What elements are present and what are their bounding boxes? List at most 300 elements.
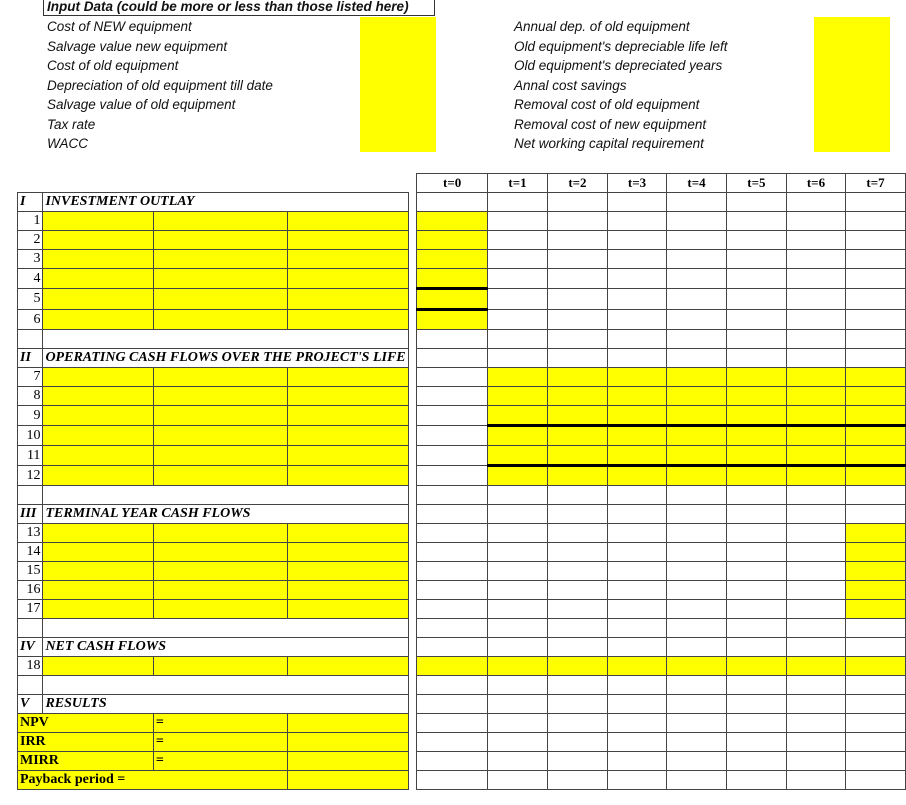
period-cell[interactable] [667,426,727,446]
input-cell[interactable] [43,426,153,446]
period-cell[interactable] [667,543,727,562]
period-cell[interactable] [607,676,666,695]
input-cell[interactable] [153,581,287,600]
period-cell[interactable] [607,581,666,600]
period-cell[interactable] [488,505,548,524]
period-cell[interactable] [667,714,727,733]
period-cell[interactable] [417,387,488,406]
period-cell[interactable] [726,562,786,581]
period-cell[interactable] [488,638,548,657]
input-cell[interactable] [153,387,287,406]
period-cell[interactable] [846,330,906,349]
period-cell[interactable] [786,638,845,657]
input-cell[interactable] [288,250,409,269]
period-cell[interactable] [726,619,786,638]
period-cell[interactable] [548,446,608,466]
period-cell[interactable] [667,368,727,387]
input-cell[interactable] [153,543,287,562]
period-cell[interactable] [417,733,488,752]
period-cell[interactable] [667,676,727,695]
period-cell[interactable] [726,466,786,486]
period-cell[interactable] [667,657,727,676]
period-cell[interactable] [488,524,548,543]
period-cell[interactable] [488,733,548,752]
period-cell[interactable] [548,330,608,349]
period-cell[interactable] [726,638,786,657]
period-cell[interactable] [846,695,906,714]
period-cell[interactable] [488,752,548,771]
period-cell[interactable] [417,695,488,714]
period-cell[interactable] [607,543,666,562]
period-cell[interactable] [607,310,666,330]
period-cell[interactable] [667,387,727,406]
period-cell[interactable] [417,446,488,466]
input-cell[interactable] [288,657,409,676]
period-cell[interactable] [488,250,548,269]
period-cell[interactable] [667,695,727,714]
period-cell[interactable] [726,330,786,349]
input-cell[interactable] [43,289,153,310]
period-cell[interactable] [417,657,488,676]
period-cell[interactable] [488,310,548,330]
period-cell[interactable] [786,269,845,289]
period-cell[interactable] [488,289,548,310]
period-cell[interactable] [726,581,786,600]
period-cell[interactable] [548,562,608,581]
period-cell[interactable] [417,406,488,426]
period-cell[interactable] [488,446,548,466]
period-cell[interactable] [786,619,845,638]
period-cell[interactable] [607,231,666,250]
period-cell[interactable] [846,269,906,289]
input-cell[interactable] [43,466,153,486]
input-cell[interactable] [43,543,153,562]
input-cell[interactable] [43,310,153,330]
period-cell[interactable] [417,771,488,790]
period-cell[interactable] [726,310,786,330]
period-cell[interactable] [726,752,786,771]
period-cell[interactable] [846,406,906,426]
period-cell[interactable] [488,581,548,600]
period-cell[interactable] [417,212,488,231]
period-cell[interactable] [607,368,666,387]
period-cell[interactable] [786,752,845,771]
period-cell[interactable] [488,676,548,695]
period-cell[interactable] [786,193,845,212]
period-cell[interactable] [726,771,786,790]
period-cell[interactable] [607,695,666,714]
period-cell[interactable] [667,619,727,638]
period-cell[interactable] [607,524,666,543]
period-cell[interactable] [667,349,727,368]
period-cell[interactable] [548,426,608,446]
left-input-values[interactable] [360,17,436,152]
input-cell[interactable] [153,446,287,466]
period-cell[interactable] [846,486,906,505]
period-cell[interactable] [488,771,548,790]
input-cell[interactable] [153,426,287,446]
period-cell[interactable] [726,714,786,733]
period-cell[interactable] [786,231,845,250]
period-cell[interactable] [667,524,727,543]
period-cell[interactable] [726,212,786,231]
input-cell[interactable] [153,600,287,619]
period-cell[interactable] [846,752,906,771]
input-cell[interactable] [288,600,409,619]
period-cell[interactable] [607,771,666,790]
period-cell[interactable] [417,368,488,387]
input-cell[interactable] [288,368,409,387]
period-cell[interactable] [667,771,727,790]
period-cell[interactable] [488,466,548,486]
period-cell[interactable] [607,657,666,676]
input-cell[interactable] [288,466,409,486]
input-cell[interactable] [43,581,153,600]
period-cell[interactable] [548,714,608,733]
period-cell[interactable] [846,387,906,406]
input-cell[interactable] [43,524,153,543]
period-cell[interactable] [488,695,548,714]
period-cell[interactable] [488,193,548,212]
period-cell[interactable] [607,330,666,349]
input-cell[interactable] [288,289,409,310]
period-cell[interactable] [417,269,488,289]
period-cell[interactable] [846,310,906,330]
period-cell[interactable] [667,466,727,486]
period-cell[interactable] [726,269,786,289]
period-cell[interactable] [667,406,727,426]
period-cell[interactable] [667,250,727,269]
input-cell[interactable] [288,524,409,543]
period-cell[interactable] [417,426,488,446]
period-cell[interactable] [607,752,666,771]
period-cell[interactable] [786,406,845,426]
period-cell[interactable] [607,349,666,368]
period-cell[interactable] [417,250,488,269]
period-cell[interactable] [488,387,548,406]
period-cell[interactable] [846,562,906,581]
period-cell[interactable] [726,349,786,368]
period-cell[interactable] [726,695,786,714]
period-cell[interactable] [846,368,906,387]
input-cell[interactable] [153,466,287,486]
period-cell[interactable] [488,349,548,368]
period-cell[interactable] [846,543,906,562]
period-cell[interactable] [417,562,488,581]
period-cell[interactable] [417,505,488,524]
period-cell[interactable] [786,446,845,466]
input-cell[interactable] [153,231,287,250]
input-cell[interactable] [153,368,287,387]
period-cell[interactable] [726,486,786,505]
period-cell[interactable] [786,733,845,752]
period-cell[interactable] [548,676,608,695]
period-cell[interactable] [667,562,727,581]
input-cell[interactable] [288,562,409,581]
period-cell[interactable] [548,524,608,543]
period-cell[interactable] [786,543,845,562]
period-cell[interactable] [726,387,786,406]
period-cell[interactable] [548,310,608,330]
period-cell[interactable] [548,733,608,752]
period-cell[interactable] [846,733,906,752]
period-cell[interactable] [548,486,608,505]
period-cell[interactable] [607,406,666,426]
period-cell[interactable] [667,310,727,330]
period-cell[interactable] [488,231,548,250]
input-cell[interactable] [43,387,153,406]
period-cell[interactable] [607,638,666,657]
period-cell[interactable] [607,714,666,733]
period-cell[interactable] [417,752,488,771]
period-cell[interactable] [726,446,786,466]
period-cell[interactable] [786,714,845,733]
period-cell[interactable] [786,250,845,269]
period-cell[interactable] [786,486,845,505]
input-cell[interactable] [43,231,153,250]
period-cell[interactable] [786,657,845,676]
period-cell[interactable] [667,638,727,657]
period-cell[interactable] [846,250,906,269]
result-value[interactable] [288,771,409,790]
period-cell[interactable] [488,600,548,619]
result-value[interactable] [288,714,409,733]
input-cell[interactable] [288,231,409,250]
period-cell[interactable] [488,330,548,349]
period-cell[interactable] [548,600,608,619]
period-cell[interactable] [607,466,666,486]
input-cell[interactable] [288,581,409,600]
period-cell[interactable] [488,619,548,638]
period-cell[interactable] [726,231,786,250]
input-cell[interactable] [153,562,287,581]
period-cell[interactable] [786,349,845,368]
period-cell[interactable] [548,387,608,406]
period-cell[interactable] [846,426,906,446]
period-cell[interactable] [548,657,608,676]
period-cell[interactable] [667,330,727,349]
input-cell[interactable] [153,289,287,310]
period-cell[interactable] [417,231,488,250]
result-value[interactable] [288,733,409,752]
period-cell[interactable] [607,250,666,269]
period-cell[interactable] [726,250,786,269]
period-cell[interactable] [846,676,906,695]
period-cell[interactable] [607,212,666,231]
period-cell[interactable] [726,733,786,752]
period-cell[interactable] [488,212,548,231]
period-cell[interactable] [846,289,906,310]
period-cell[interactable] [417,676,488,695]
period-cell[interactable] [786,600,845,619]
period-cell[interactable] [548,250,608,269]
input-cell[interactable] [153,524,287,543]
period-cell[interactable] [607,269,666,289]
period-cell[interactable] [726,289,786,310]
input-cell[interactable] [288,446,409,466]
period-cell[interactable] [417,543,488,562]
period-cell[interactable] [417,330,488,349]
period-cell[interactable] [417,524,488,543]
period-cell[interactable] [726,676,786,695]
period-cell[interactable] [786,387,845,406]
period-cell[interactable] [488,714,548,733]
period-cell[interactable] [667,193,727,212]
period-cell[interactable] [548,771,608,790]
period-cell[interactable] [417,193,488,212]
period-cell[interactable] [417,638,488,657]
input-cell[interactable] [43,600,153,619]
period-cell[interactable] [607,505,666,524]
period-cell[interactable] [417,600,488,619]
period-cell[interactable] [488,368,548,387]
input-cell[interactable] [153,269,287,289]
period-cell[interactable] [786,505,845,524]
period-cell[interactable] [488,543,548,562]
period-cell[interactable] [488,269,548,289]
period-cell[interactable] [417,310,488,330]
period-cell[interactable] [667,289,727,310]
input-cell[interactable] [153,310,287,330]
period-cell[interactable] [786,581,845,600]
input-cell[interactable] [153,657,287,676]
period-cell[interactable] [417,714,488,733]
period-cell[interactable] [726,657,786,676]
input-cell[interactable] [288,387,409,406]
period-cell[interactable] [607,289,666,310]
period-cell[interactable] [548,543,608,562]
period-cell[interactable] [667,733,727,752]
input-cell[interactable] [288,310,409,330]
period-cell[interactable] [786,310,845,330]
period-cell[interactable] [786,330,845,349]
period-cell[interactable] [726,543,786,562]
period-cell[interactable] [846,581,906,600]
period-cell[interactable] [846,657,906,676]
input-cell[interactable] [43,657,153,676]
period-cell[interactable] [488,657,548,676]
period-cell[interactable] [488,562,548,581]
period-cell[interactable] [846,349,906,368]
period-cell[interactable] [607,733,666,752]
period-cell[interactable] [667,486,727,505]
period-cell[interactable] [548,193,608,212]
period-cell[interactable] [786,368,845,387]
period-cell[interactable] [667,752,727,771]
period-cell[interactable] [846,771,906,790]
period-cell[interactable] [846,466,906,486]
period-cell[interactable] [607,426,666,446]
period-cell[interactable] [846,505,906,524]
period-cell[interactable] [667,505,727,524]
input-cell[interactable] [43,250,153,269]
period-cell[interactable] [548,212,608,231]
period-cell[interactable] [786,771,845,790]
period-cell[interactable] [607,486,666,505]
period-cell[interactable] [726,524,786,543]
period-cell[interactable] [846,638,906,657]
period-cell[interactable] [417,289,488,310]
period-cell[interactable] [786,212,845,231]
period-cell[interactable] [607,446,666,466]
period-cell[interactable] [548,619,608,638]
input-cell[interactable] [288,269,409,289]
period-cell[interactable] [846,446,906,466]
input-cell[interactable] [153,250,287,269]
period-cell[interactable] [667,600,727,619]
period-cell[interactable] [846,600,906,619]
period-cell[interactable] [786,466,845,486]
input-cell[interactable] [288,426,409,446]
input-cell[interactable] [43,562,153,581]
period-cell[interactable] [846,524,906,543]
period-cell[interactable] [548,231,608,250]
period-cell[interactable] [846,619,906,638]
input-cell[interactable] [153,212,287,231]
right-input-values[interactable] [814,17,890,152]
period-cell[interactable] [846,714,906,733]
period-cell[interactable] [726,505,786,524]
period-cell[interactable] [607,619,666,638]
period-cell[interactable] [417,466,488,486]
period-cell[interactable] [548,349,608,368]
period-cell[interactable] [607,387,666,406]
period-cell[interactable] [667,446,727,466]
period-cell[interactable] [786,676,845,695]
period-cell[interactable] [846,193,906,212]
input-cell[interactable] [288,406,409,426]
period-cell[interactable] [846,212,906,231]
period-cell[interactable] [607,600,666,619]
input-cell[interactable] [153,406,287,426]
input-cell[interactable] [288,212,409,231]
input-cell[interactable] [288,543,409,562]
period-cell[interactable] [548,406,608,426]
period-cell[interactable] [488,486,548,505]
period-cell[interactable] [607,193,666,212]
input-cell[interactable] [43,368,153,387]
period-cell[interactable] [667,231,727,250]
period-cell[interactable] [726,406,786,426]
input-cell[interactable] [43,406,153,426]
period-cell[interactable] [548,505,608,524]
period-cell[interactable] [786,562,845,581]
period-cell[interactable] [726,426,786,446]
period-cell[interactable] [488,406,548,426]
period-cell[interactable] [786,289,845,310]
period-cell[interactable] [548,581,608,600]
period-cell[interactable] [548,695,608,714]
period-cell[interactable] [548,752,608,771]
period-cell[interactable] [786,426,845,446]
period-cell[interactable] [417,581,488,600]
period-cell[interactable] [726,193,786,212]
period-cell[interactable] [667,212,727,231]
period-cell[interactable] [548,269,608,289]
period-cell[interactable] [786,695,845,714]
input-cell[interactable] [43,446,153,466]
period-cell[interactable] [548,368,608,387]
result-value[interactable] [288,752,409,771]
period-cell[interactable] [667,581,727,600]
period-cell[interactable] [548,466,608,486]
period-cell[interactable] [726,600,786,619]
period-cell[interactable] [726,368,786,387]
period-cell[interactable] [417,486,488,505]
period-cell[interactable] [548,638,608,657]
period-cell[interactable] [846,231,906,250]
period-cell[interactable] [488,426,548,446]
